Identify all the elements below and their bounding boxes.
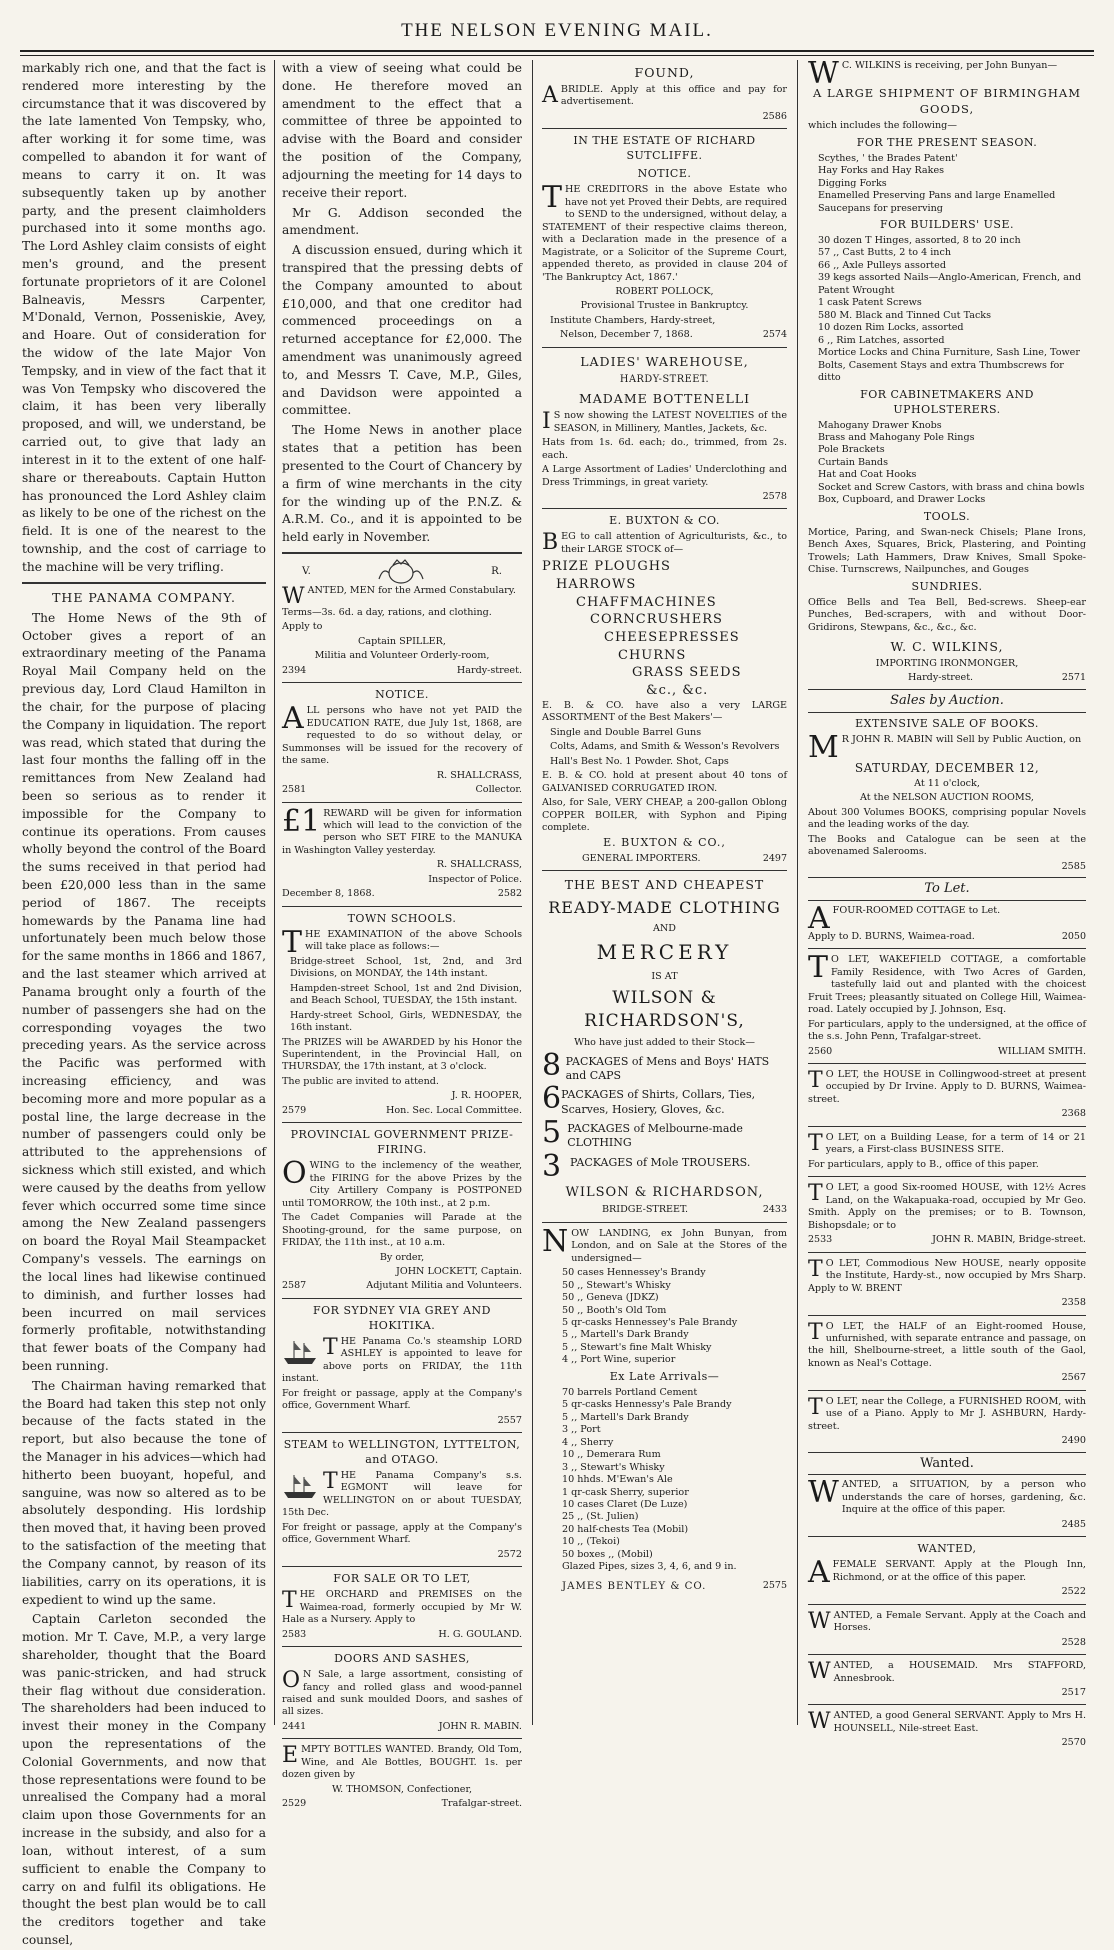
ad-heading: LADIES' WAREHOUSE, (580, 353, 749, 369)
column-3: FOUND, ABRIDLE. Apply at this office and pay for advertisement. 2586 IN THE ESTATE OF RICHARD SUTCLIFFE. NOTICE. THE CREDITORS in the above Estate who have not yet Proved their Debts, are required to SEND to the undersigned, without delay, a STATEMENT of their respective claims thereon, with a Declaration made in the presence of a Magistrate, or a Solicitor of the Supreme Court, appended thereto, as provided in clause 204 of 'The Bankruptcy Act, 1867.' ROBERT POLLOCK, Provisional Trustee in Bankruptcy. Institute Chambers, Hardy-street, Nelson, December 7, 1868. 2574 LADIES' WAREHOUSE, HARDY-STREET. MADAME BOTTENELLI I S now showing the LATEST NOVELTIES of the SEASON, in Millinery, Mantles, Jackets, &c. Hats from 1s. 6d. each; do., trimmed, from 2s. each. A Large Assortment of Ladies' Underclothing and Dress Trimmings, in great variety. 2578 E. BUXTON & CO. BEG to call attention of Agriculturists, &c., to their LARGE STOCK of— PRIZE PLOUGHS HARROWS CHAFFMACHINES CORNCRUSHERS CHEESEPRESSES CHURNS GRASS SEEDS &c., &c. E. B. & CO. have also a very LARGE ASSORTMENT of the Best Makers'— Single and Double Barrel Guns Colts, Adams, and Smith & Wesson's Revolvers Hall's Best No. 1 Powder. Shot, Caps E. B. & CO. hold at present about 40 tons of GALVANISED CORRUGATED IRON. Also, for Sale, VERY CHEAP, a 200-gallon Oblong COPPER BOILER, with Syphon and Piping complete. E. BUXTON & CO., GENERAL IMPORTERS. 2497 THE BEST AND CHEAPEST READY-MADE CLOTHING AND MERCERY IS AT WILSON & RICHARDSON'S, Who have just added to their Stock— 8 PACKAGES of Mens and Boys' HATS and CAPS 6 PACKAGES of Shirts, Collars, Ties, Scarves, Hosiery, Gloves, &c. 5 PACKAGES of Melbourne-made CLOTHING 3 PACKAGES of Mole TROUSERS. WILSON & RICHARDSON, BRIDGE-STREET. 2433 NOW LANDING, ex John Bunyan, from London, and on Sale at the Stores of the undersigned— 50 cases Hennessey's Brandy 50 ,, Stewart's Whisky 50 ,, Geneva (JDKZ) 50 ,, Booth's Old Tom 5 qr-casks Hennessey's Pale Brandy 5 ,, Martell's Dark Brandy 5 ,, Stewart's fine Malt Whisky 4 ,, Port Wine, superior Ex Late Arrivals— 70 barrels Portland Cement 5 qr-casks Hennessy's Pale Brandy 5 ,, Martell's Dark Brandy 3 ,, Port 4 ,, Sherry 10 ,, Demerara Rum 3 ,, Stewart's Whisky 10 hhds. M'Ewan's Ale 1 qr-cask Sherry, superior 10 cases Claret (De Luze) 25 ,, (St. Julien) 20 half-chests Tea (Mobil) 10 ,, (Tekoi) 50 boxes ,, (Mobil) Glazed Pipes, sizes 3, 4, 6, and 9 in. JAMES BENTLEY & CO. 2575 (542, 65, 787, 1592)
ad-number: 2557 (497, 1414, 522, 1426)
list-item: 50 ,, Geneva (JDKZ) (562, 1292, 659, 1304)
ad-text: At 11 o'clock, (914, 777, 980, 789)
list-item: Pole Brackets (818, 444, 885, 456)
ad-heading: WANTED, (917, 1542, 977, 1556)
package-description: PACKAGES of Shirts, Collars, Ties, Scarves, Hosiery, Gloves, &c. (561, 1088, 756, 1116)
divider (808, 1063, 1086, 1064)
ad-heading: EXTENSIVE SALE OF BOOKS. (855, 716, 1039, 730)
goods-list (562, 1387, 787, 1574)
ad-subheading: Ex Late Arrivals— (609, 1369, 720, 1383)
list-item: 4 ,, Port Wine, superior (562, 1354, 676, 1366)
ad-signature: WILSON & RICHARDSON, (565, 1184, 764, 1200)
ad-text: O LET, a good Six-roomed HOUSE, with 12½ Acres Land, on the Wakapuaka-road, occupied by Mr Geo. Smith. Apply on the premises; or to B. Townson, Bishopsdale; or to (808, 1182, 1086, 1231)
ad-display-title: SATURDAY, DECEMBER 12, (854, 760, 1040, 775)
ad-number: 2433 (762, 1204, 787, 1216)
package-description: PACKAGES of Melbourne-made CLOTHING (567, 1121, 743, 1150)
ad-text: A Large Assortment of Ladies' Underclothing and Dress Trimmings, in great variety. (542, 464, 787, 488)
list-item: Glazed Pipes, sizes 3, 4, 6, and 9 in. (562, 1561, 737, 1573)
masthead (0, 0, 1114, 56)
ad-number: 2560 (808, 1045, 833, 1057)
list-item: Curtain Bands (818, 456, 888, 468)
ad-text: ANTED, a HOUSEMAID. Mrs STAFFORD, Annesbrook. (833, 1660, 1086, 1684)
goods-list (562, 1267, 787, 1367)
divider (282, 1298, 522, 1299)
ad-text: Adjutant Militia and Volunteers. (366, 1280, 522, 1292)
ad-text: The Books and Catalogue can be seen at the abovenamed Salerooms. (808, 833, 1086, 858)
ad-text: ANTED, MEN for the Armed Constabulary. (307, 584, 516, 596)
ad-text: BRIDGE-STREET. (602, 1204, 689, 1216)
divider (542, 347, 787, 348)
ad-text: HE ORCHARD and PREMISES on the Waimea-road, formerly occupied by Mr W. Hale as a Nursery. Apply to (282, 1589, 522, 1626)
ad-text: About 300 Volumes BOOKS, comprising popular Novels and the leading works of the day. (808, 806, 1086, 831)
article-paragraph: A discussion ensued, during which it transpired that the pressing debts of the Company amounted to about £10,000, and that one creditor had commenced proceedings on a returned acceptance for £2,000. The amendment was unanimously agreed to, and Messrs T. Cave, M.P., Giles, and Davidson were appointed a committee. (282, 243, 522, 418)
ad-number: 2582 (497, 888, 522, 900)
ad-text: Single and Double Barrel Guns (550, 726, 702, 738)
ad-text: For particulars, apply to the undersigned, at the office of the s.s. John Penn, Trafalgar-street. (808, 1018, 1086, 1043)
product-item: &c., &c. (646, 683, 709, 699)
list-item: 6 ,, Rim Latches, assorted (818, 334, 945, 346)
list-item: Digging Forks (818, 177, 887, 189)
list-item: 1 cask Patent Screws (818, 297, 922, 309)
list-item: 10 cases Claret (De Luze) (562, 1499, 688, 1511)
product-item: CORNCRUSHERS (590, 612, 723, 628)
list-item: 5 ,, Stewart's fine Malt Whisky (562, 1341, 712, 1353)
column-4: W C. WILKINS is receiving, per John Bunyan— A LARGE SHIPMENT OF BIRMINGHAM GOODS, which includes the following— FOR THE PRESENT SEASON. Scythes, ' the Brades Patent' Hay Forks and Hay Rakes Digging Forks Enamelled Preserving Pans and large Enamelled Saucepans for preserving FOR BUILDERS' USE. 30 dozen T Hinges, assorted, 8 to 20 inch 57 ,, Cast Butts, 2 to 4 inch 66 ,, Axle Pulleys assorted 39 kegs assorted Nails—Anglo-American, French, and Patent Wrought 1 cask Patent Screws 580 M. Black and Tinned Cut Tacks 10 dozen Rim Locks, assorted 6 ,, Rim Latches, assorted Mortice Locks and China Furniture, Sash Line, Tower Bolts, Casement Stays and extra Thumbscrews for ditto FOR CABINETMAKERS AND UPHOLSTERERS. Mahogany Drawer Knobs Brass and Mahogany Pole Rings Pole Brackets Curtain Bands Hat and Coat Hooks Socket and Screw Castors, with brass and china bowls Box, Cupboard, and Drawer Locks TOOLS. Mortice, Paring, and Swan-neck Chisels; Plane Irons, Bench Axes, Squares, Brick, Plastering, and Pointing Trowels; Lath Hammers, Draw Knives, Small Spoke-Chise. Turnscrews, Nailpunches, and Gouges SUNDRIES. Office Bells and Tea Bell, Bed-screws. Sheep-ear Punches, Bed-scrapers, with and without Door-Gridirons, Stewpans, &c., &c., &c. W. C. WILKINS, IMPORTING IRONMONGER, Hardy-street. 2571 Sales by Auction. EXTENSIVE SALE OF BOOKS. M R JOHN R. MABIN will Sell by Public Auction, on SATURDAY, DECEMBER 12, At 11 o'clock, At the NELSON AUCTION ROOMS, About 300 Volumes BOOKS, comprising popular Novels and the leading works of the day. The Books and Catalogue can be seen at the abovenamed Salerooms. 2585 To Let. AFOUR-ROOMED COTTAGE to Let. Apply to D. BURNS, Waimea-road. 2050 T O LET, WAKEFIELD COTTAGE, a comfortable Family Residence, with Two Acres of Garden, tastefully laid out and planted with the choicest Fruit Trees; pleasantly situated on College Hill, Waimea-road. Lately occupied by J. Johnson, Esq. For particulars, apply to the undersigned, at the office of the s.s. John Penn, Trafalgar-street. 2560 WILLIAM SMITH. T O LET, the HOUSE in Collingwood-street at present occupied by Dr Irvine. Apply to D. BURNS, Waimea-street. 2368 T O LET, on a Building Lease, for a term of 14 or 21 years, a First-class BUSINESS SITE. For particulars, apply to B., office of this paper. T O LET, a good Six-roomed HOUSE, with 12½ Acres Land, on the Wakapuaka-road, occupied by Mr Geo. Smith. Apply on the premises; or to B. Townson, Bishopsdale; or to 2533 JOHN R. MABIN, Bridge-street. T O LET, Commodious New HOUSE, nearly opposite the Institute, Hardy-st., now occupied by Mrs Sharp. Apply to W. BRENT 2358 T O LET, the HALF of an Eight-roomed House, unfurnished, with separate entrance and passage, on the hill, Shelbourne-street, a little south of the Gaol, known as Neal's Cottage. 2567 T O LET, near the College, a FURNISHED ROOM, with use of a Piano. Apply to Mr J. ASHBURN, Hardy-street. 2490 Wanted. WANTED, a SITUATION, by a person who understands the care of horses, gardening, &c. Inquire at the office of this paper. 2485 WANTED, AFEMALE SERVANT. Apply at the Plough Inn, Richmond, or at the office of this paper. 2522 WANTED, a Female Servant. Apply at the Coach and Horses. 2528 WANTED, a HOUSEMAID. Mrs STAFFORD, Annesbrook. 2517 WANTED, a good General SERVANT. Apply to Mrs H. HOUNSELL, Nile-street East. 2570 (808, 56, 1086, 1749)
column-rule (797, 60, 798, 1725)
ad-text: ANTED, a good General SERVANT. Apply to Mrs H. HOUNSELL, Nile-street East. (833, 1710, 1086, 1734)
list-item: 1 qr-cask Sherry, superior (562, 1486, 689, 1498)
ad-text: O LET, on a Building Lease, for a term of 14 or 21 years, a First-class BUSINESS SITE. (825, 1131, 1086, 1156)
ad-number: 2529 (282, 1798, 307, 1810)
article-paragraph: markably rich one, and that the fact is rendered more interesting by the circumstance that it was discovered by the late lamented Von Tempsky, who, after working it for some time, was compelled to abandon it for want of means to carry it on. It was subsequently taken up by another party, and the present claimholders purchased into it some months ago. The Lord Ashley claim consists of eight men's ground, and the present fortunate proprietors of it are Colonel Balneavis, Messrs Carpenter, M'Donald, Vernon, Posseniskie, Avey, and Hoare. Out of consideration for the widow of the late Major Von Tempsky, and in view of the fact that it was Von Tempsky who discovered the claim, it has been very liberally proposed, and will, we understand, be carried out, to give that lady an interest in it to the extent of one half-share or thereabouts. Captain Hutton has pronounced the Lord Ashley claim as likely to be one of the richest on the field. It is one of the nearest to the township, and the cost of carriage to the machine will be very trifling. (22, 61, 266, 574)
ad-text: At the NELSON AUCTION ROOMS, (860, 792, 1034, 804)
ad-number: 2485 (1061, 1518, 1086, 1530)
ad-text: For freight or passage, apply at the Company's office, Government Wharf. (282, 1387, 522, 1412)
ad-text: Collector. (475, 784, 522, 796)
package-item (542, 1047, 787, 1084)
ad-number: 2368 (1061, 1108, 1086, 1120)
list-item: 10 ,, (Tekoi) (562, 1536, 620, 1548)
package-item (542, 1148, 787, 1184)
ad-text: WING to the inclemency of the weather, the FIRING for the above Prizes by the City Artillery Company is POSTPONED until TOMORROW, the 10th inst., at 2 p.m. (282, 1160, 522, 1209)
divider (282, 1122, 522, 1123)
product-item: HARROWS (556, 577, 637, 593)
ad-heading: TOWN SCHOOLS. (347, 911, 457, 925)
ad-number: 2570 (1061, 1737, 1086, 1749)
ad-text: Who have just added to their Stock— (574, 1037, 755, 1049)
ad-text: Apply to (282, 621, 323, 633)
ad-text: FEMALE SERVANT. Apply at the Plough Inn, Richmond, or at the office of this paper. (832, 1559, 1086, 1583)
article-paragraph: The Home News in another place states that a petition has been presented to the Court of Chancery by a firm of wine merchants in the city for the winding up of the P.N.Z. & A.R.M. Co., and it is appointed to be held early in November. (282, 423, 522, 545)
ad-display-title: WILSON & RICHARDSON'S, (584, 988, 745, 1032)
ad-number: 2522 (1061, 1586, 1086, 1598)
list-item: Box, Cupboard, and Drawer Locks (818, 494, 986, 506)
ad-subheading: TOOLS. (923, 509, 971, 523)
product-list (542, 558, 787, 699)
ad-subheading: FOR THE PRESENT SEASON. (856, 135, 1038, 149)
goods-list (818, 153, 1086, 215)
product-item: CHURNS (618, 647, 687, 663)
goods-list (818, 420, 1086, 507)
list-item: 30 dozen T Hinges, assorted, 8 to 20 inch (818, 234, 1021, 246)
ad-number: 2394 (282, 664, 307, 676)
ad-text: Institute Chambers, Hardy-street, (550, 314, 716, 326)
list-item: Mortice Locks and China Furniture, Sash Line, Tower Bolts, Casement Stays and extra Thumbscrews for ditto (818, 347, 1080, 384)
royal-crest-row (282, 559, 522, 585)
ad-text: ANTED, a SITUATION, by a person who understands the care of horses, gardening, &c. Inquire at the office of this paper. (841, 1479, 1086, 1516)
divider (808, 1315, 1086, 1316)
ad-text: BRIDLE. Apply at this office and pay for advertisement. (560, 84, 787, 108)
section-heading: Sales by Auction. (808, 689, 1086, 713)
ad-text: December 8, 1868. (282, 888, 375, 900)
ad-signature: ROBERT POLLOCK, (615, 286, 714, 298)
ad-display-title: READY-MADE CLOTHING (548, 898, 781, 918)
list-item: 5 ,, Martell's Dark Brandy (562, 1329, 689, 1341)
ad-number: 2575 (762, 1579, 787, 1591)
ad-text: Militia and Volunteer Orderly-room, (314, 650, 490, 662)
ad-heading: FOUND, (634, 65, 695, 80)
ad-number: 2517 (1061, 1686, 1086, 1698)
list-item: 3 ,, Port (562, 1424, 601, 1436)
divider (808, 1252, 1086, 1253)
divider (808, 1176, 1086, 1177)
list-item: Hay Forks and Hay Rakes (818, 165, 945, 177)
ad-heading: FOR SYDNEY VIA GREY AND HOKITIKA. (313, 1303, 491, 1332)
ad-heading: THE BEST AND CHEAPEST (564, 877, 765, 893)
list-item: Mahogany Drawer Knobs (818, 419, 942, 431)
ad-text: O LET, WAKEFIELD COTTAGE, a comfortable Family Residence, with Two Acres of Garden, tastefully laid out and planted with the choicest Fruit Trees; pleasantly situated on College Hill, Waimea-road. Lately occupied by J. Johnson, Esq. (808, 954, 1086, 1016)
ad-number: 2587 (282, 1280, 307, 1292)
ad-heading: DOORS AND SASHES, (334, 1652, 470, 1666)
ad-text: Mortice, Paring, and Swan-neck Chisels; Plane Irons, Bench Axes, Squares, Brick, Plastering, and Pointing Trowels; Lath Hammers, Draw Knives, Small Spoke-Chise. Turnscrews, Nailpunches, and Gouges (808, 526, 1086, 576)
divider (808, 1704, 1086, 1705)
ad-signature: R. SHALLCRASS, (436, 859, 522, 871)
ad-text: O LET, the HOUSE in Collingwood-street at present occupied by Dr Irvine. Apply to D. BURNS, Waimea-street. (808, 1069, 1086, 1105)
ad-signature: Captain SPILLER, (358, 635, 446, 647)
ad-heading: A LARGE SHIPMENT OF BIRMINGHAM GOODS, (813, 86, 1081, 116)
divider (808, 1654, 1086, 1655)
list-item: 10 hhds. M'Ewan's Ale (562, 1474, 673, 1486)
steamship-icon (282, 1472, 318, 1500)
ad-text: HE EXAMINATION of the above Schools will take place as follows:— (305, 928, 522, 953)
divider (542, 1222, 787, 1223)
ad-text: For particulars, apply to B., office of this paper. (808, 1158, 1039, 1170)
package-description: PACKAGES of Mole TROUSERS. (570, 1155, 751, 1169)
divider (542, 870, 787, 871)
article-paragraph: with a view of seeing what could be done. He therefore moved an amendment to the effect that a committee of three be appointed to advise with the Board and consider the position of the Company, adjourning the meeting for 14 days to receive their report. (282, 61, 522, 200)
ad-heading: FOR SALE OR TO LET, (333, 1572, 471, 1586)
divider (542, 128, 787, 129)
ad-text: Hall's Best No. 1 Powder. Shot, Caps (550, 755, 729, 767)
ad-text: Hardy-street School, Girls, WEDNESDAY, the 16th instant. (290, 1009, 522, 1034)
ad-number: 2578 (762, 491, 787, 503)
ad-text: Apply to D. BURNS, Waimea-road. (808, 930, 975, 942)
ad-signature: J. R. HOOPER, (451, 1090, 522, 1102)
ad-text: E. B. & CO. hold at present about 40 tons of GALVANISED CORRUGATED IRON. (542, 770, 787, 794)
ad-number: 2579 (282, 1104, 307, 1116)
ad-text: O LET, the HALF of an Eight-roomed House, unfurnished, with separate entrance and passage, on the hill, Shelbourne-street, a little south of the Gaol, known as Neal's Cottage. (808, 1320, 1086, 1369)
package-description: PACKAGES of Mens and Boys' HATS and CAPS (565, 1054, 770, 1083)
list-item: 20 half-chests Tea (Mobil) (562, 1523, 689, 1535)
ad-heading: PROVINCIAL GOVERNMENT PRIZE-FIRING. (290, 1128, 514, 1157)
package-list (542, 1047, 787, 1184)
list-item: 66 ,, Axle Pulleys assorted (818, 259, 946, 271)
article-paragraph: Captain Carleton seconded the motion. Mr T. Cave, M.P., a very large shareholder, thought that the Board was panic-stricken, and had struck their flag without due consideration. The shareholders had been induced to invest their money in the Company upon the representations of the Colonial Governments, and now that those representations were found to be unrealised the Company had a moral claim upon those Governments for an increase in the subsidy, and also for a loan, without interest, of a sum sufficient to enable the Company to carry on and fulfil its obligations. He thought the best plan would be to call the creditors together and take counsel, (22, 1612, 266, 1947)
article-paragraph: Mr G. Addison seconded the amendment. (282, 205, 522, 238)
list-item: 580 M. Black and Tinned Cut Tacks (818, 309, 992, 321)
product-item: PRIZE PLOUGHS (542, 559, 671, 575)
ad-text: For freight or passage, apply at the Company's office, Government Wharf. (282, 1521, 522, 1546)
divider (282, 1738, 522, 1739)
ad-text: OW LANDING, ex John Bunyan, from London, and on Sale at the Stores of the undersigned— (571, 1227, 787, 1264)
masthead-title: THE NELSON EVENING MAIL. (401, 20, 713, 41)
ad-heading: E. BUXTON & CO. (609, 514, 720, 528)
ad-text: LL persons who have not yet PAID the EDUCATION RATE, due July 1st, 1868, are requested to do so without delay, or Summonses will be issued for the recovery of the same. (282, 705, 522, 767)
list-item: Scythes, ' the Brades Patent' (818, 152, 958, 164)
ad-text: Hardy-street. (908, 672, 974, 684)
package-item (542, 1114, 787, 1151)
list-item: 5 ,, Martell's Dark Brandy (562, 1411, 689, 1423)
ad-text: O LET, near the College, a FURNISHED ROOM, with use of a Piano. Apply to Mr J. ASHBURN, Hardy-street. (808, 1395, 1086, 1432)
ad-text: Office Bells and Tea Bell, Bed-screws. Sheep-ear Punches, Bed-scrapers, with and without Door-Gridirons, Stewpans, &c., &c., &c. (808, 596, 1086, 633)
ad-text: Hats from 1s. 6d. each; do., trimmed, from 2s. each. (542, 437, 787, 461)
divider (282, 1646, 522, 1647)
list-item: Brass and Mahogany Pole Rings (818, 431, 975, 443)
list-item: Hat and Coat Hooks (818, 469, 917, 481)
ad-number: 2490 (1061, 1435, 1086, 1447)
ad-text: EG to call attention of Agriculturists, &c., to their LARGE STOCK of— (561, 531, 787, 555)
ad-heading: MADAME BOTTENELLI (578, 391, 751, 407)
column-rule (532, 60, 533, 1725)
divider (22, 582, 266, 584)
ad-text: ANTED, a Female Servant. Apply at the Coach and Horses. (833, 1609, 1086, 1634)
divider (808, 1536, 1086, 1537)
column-1 (22, 60, 266, 1947)
ad-text: The PRIZES will be AWARDED by his Honor the Superintendent, in the Provincial Hall, on THURSDAY, the 17th instant, at 3 o'clock. (282, 1036, 522, 1073)
ad-text: Colts, Adams, and Smith & Wesson's Revolvers (550, 741, 780, 753)
list-item: 3 ,, Stewart's Whisky (562, 1461, 665, 1473)
crest-letter-v: V. (302, 566, 311, 577)
ad-signature: R. SHALLCRASS, (436, 769, 522, 781)
ad-signature: JAMES BENTLEY & CO. (562, 1580, 707, 1592)
ad-heading: IN THE ESTATE OF RICHARD SUTCLIFFE. (573, 134, 756, 163)
divider (282, 906, 522, 907)
list-item: 50 boxes ,, (Mobil) (562, 1548, 653, 1560)
ad-subheading: SUNDRIES. (911, 579, 983, 593)
ad-text: AND (652, 922, 676, 934)
ad-text: Provisional Trustee in Bankruptcy. (580, 300, 749, 312)
ad-text: HE Panama Co.'s steamship LORD ASHLEY is appointed to leave for above ports on FRIDAY, the 11th instant. (282, 1335, 522, 1385)
ad-text: HE CREDITORS in the above Estate who have not yet Proved their Debts, are required to SEND to the undersigned, without delay, a STATEMENT of their respective claims thereon, with a Declaration made in the presence of a Magistrate, or a Solicitor of the Supreme Court, appended thereto, as provided in clause 204 of 'The Bankruptcy Act, 1867.' (542, 184, 787, 283)
ad-text: The public are invited to attend. (282, 1075, 439, 1087)
list-item: 10 dozen Rim Locks, assorted (818, 322, 964, 334)
list-item: Enamelled Preserving Pans and large Enamelled Saucepans for preserving (818, 190, 1056, 214)
ad-number: 2528 (1061, 1636, 1086, 1648)
ad-number: 2533 (808, 1234, 833, 1246)
ad-signature: E. BUXTON & CO., (603, 836, 726, 850)
ad-text: Hampden-street School, 1st and 2nd Division, and Beach School, TUESDAY, the 15th instant. (290, 982, 522, 1007)
royal-crest-icon (373, 559, 429, 585)
divider (808, 1126, 1086, 1127)
package-item (542, 1081, 787, 1117)
ad-number: 2050 (1061, 930, 1086, 942)
divider (282, 802, 522, 803)
list-item: Socket and Screw Castors, with brass and china bowls (818, 481, 1085, 493)
ad-signature: JOHN R. MABIN, Bridge-street. (932, 1234, 1086, 1246)
ad-signature: H. G. GOULAND. (438, 1628, 522, 1640)
ad-text: Inspector of Police. (428, 873, 522, 885)
article-paragraph: The Home News of the 9th of October gives a report of an extraordinary meeting of the Panama Royal Mail Company held on the previous day, Lord Claud Hamilton in the chair, for the purpose of placing the Company in liquidation. The report was read, which stated that during the last four months the falling off in the remittances from New Zealand had been so serious as to render it impossible for the Company to continue its operations. From causes wholly beyond the control of the Board the sums received in that period had been £20,000 less than in the same period of 1867. The receipts homewards by the Panama line had unfortunately been much below those for the same months in 1866 and 1867, and the last steamer which arrived at Panama brought only a fourth of the number of passengers she had on the corresponding voyages the two preceding years. As the service across the Pacific was performed with increasing efficiency, and was becoming more and more popular as a postal line, the large decrease in the number of passengers could only be attributed to the apprehensions of sickness which still existed, and which were caused by the deaths from yellow fever which occurred some time since among the New Zealand passengers on board the Royal Mail Steampacket Company's vessels. The earnings on the local lines had likewise continued to diminish, and further losses had been incurred on mail services formerly profitable, notwithstanding that fewer boats of the Company had been running. (22, 610, 266, 1373)
ad-signature: JOHN LOCKETT, Captain. (395, 1265, 522, 1277)
list-item: 5 qr-casks Hennessy's Pale Brandy (562, 1399, 732, 1411)
list-item: 50 ,, Stewart's Whisky (562, 1279, 671, 1291)
divider (282, 682, 522, 683)
divider (282, 552, 522, 554)
section-heading: To Let. (808, 877, 1086, 901)
ad-text: Hon. Sec. Local Committee. (386, 1104, 522, 1116)
ad-text: Hardy-street. (456, 664, 522, 676)
steamship-icon (282, 1338, 318, 1366)
section-heading: Wanted. (808, 1452, 1086, 1476)
divider (542, 508, 787, 509)
ad-number: 2567 (1061, 1372, 1086, 1384)
column-2: with a view of seeing what could be done. He therefore moved an amendment to the effect that a committee of three be appointed to advise with the Board and consider the position of the Company, adjourning the meeting for 14 days to receive their report. Mr G. Addison seconded the amendment. A discussion ensued, during which it transpired that the pressing debts of the Company amounted to about £10,000, and that one creditor had commenced proceedings on a returned acceptance for £2,000. The amendment was unanimously agreed to, and Messrs T. Cave, M.P., Giles, and Davidson were appointed a committee. The Home News in another place states that a petition has been presented to the Court of Chancery by a firm of wine merchants in the city for the winding up of the P.N.Z. & A.R.M. Co., and it is appointed to be held early in November. V. R. WANTED, MEN for the Armed Constabulary. Terms—3s. 6d. a day, rations, and clothing. Apply to Captain SPILLER, Militia and Volunteer Orderly-room, 2394 Hardy-street. NOTICE. ALL persons who have not yet PAID the EDUCATION RATE, due July 1st, 1868, are requested to do so without delay, or Summonses will be issued for the recovery of the same. R. SHALLCRASS, 2581 Collector. £1 REWARD will be given for information which will lead to the conviction of the person who SET FIRE to the MANUKA in Washington Valley yesterday. R. SHALLCRASS, Inspector of Police. December 8, 1868. 2582 TOWN SCHOOLS. THE EXAMINATION of the above Schools will take place as follows:— Bridge-street School, 1st, 2nd, and 3rd Divisions, on MONDAY, the 14th instant. Hampden-street School, 1st and 2nd Division, and Beach School, TUESDAY, the 15th instant. Hardy-street School, Girls, WEDNESDAY, the 16th instant. The PRIZES will be AWARDED by his Honor the Superintendent, in the Provincial Hall, on THURSDAY, the 17th instant, at 3 o'clock. The public are invited to attend. J. R. HOOPER, 2579 Hon. Sec. Local Committee. PROVINCIAL GOVERNMENT PRIZE-FIRING. OWING to the inclemency of the weather, the FIRING for the above Prizes by the City Artillery Company is POSTPONED until TOMORROW, the 10th inst., at 2 p.m. The Cadet Companies will Parade at the Shooting-ground, for the same purpose, on FRIDAY, the 11th inst., at 10 a.m. By order, JOHN LOCKETT, Captain. 2587 Adjutant Militia and Volunteers. FOR SYDNEY VIA GREY AND HOKITIKA. THE Panama Co.'s steamship LORD ASHLEY is appointed to leave for above ports on FRIDAY, the 11th instant. For freight or passage, apply at the Company's office, Government Wharf. 2557 STEAM to WELLINGTON, LYTTELTON, and OTAGO. THE Panama Company's s.s. EGMONT will leave for WELLINGTON on or about TUESDAY, 15th Dec. For freight or passage, apply at the Company's office, Government Wharf. 2572 FOR SALE OR TO LET, THE ORCHARD and PREMISES on the Waimea-road, formerly occupied by Mr W. Hale as a Nursery. Apply to 2583 H. G. GOULAND. DOORS AND SASHES, O N Sale, a large assortment, consisting of fancy and rolled glass and wood-pannel raised and sunk moulded Doors, and sashes of all sizes. 2441 JOHN R. MABIN. EMPTY BOTTLES WANTED. Brandy, Old Tom, Wine, and Ale Bottles, BOUGHT. 1s. per dozen given by W. THOMSON, Confectioner, 2529 Trafalgar-street. (282, 61, 522, 1810)
article-paragraph: The Chairman having remarked that the Board had taken this step not only because of the facts stated in the report, but also because the tone of the Manager in his advices—which had hitherto been buoyant, hopeful, and sanguine, was now so altered as to be absolutely desponding. His lordship then moved that, it having been proved to the satisfaction of the meeting that the Company cannot, by reason of its liabilities, carry on its operations, it is expedient to wind up the same. (22, 1378, 266, 1607)
ad-text: E. B. & CO. have also a very LARGE ASSORTMENT of the Best Makers'— (542, 699, 787, 724)
ad-text: REWARD will be given for information which will lead to the conviction of the person who SET FIRE to the MANUKA in Washington Valley yesterday. (282, 807, 522, 856)
ad-heading: NOTICE. (375, 688, 429, 702)
package-count: 5 (542, 1114, 562, 1150)
ad-text: R JOHN R. MABIN will Sell by Public Auction, on (841, 733, 1082, 745)
divider (808, 948, 1086, 949)
list-item: 4 ,, Sherry (562, 1436, 614, 1448)
ad-signature: W. C. WILKINS, (890, 638, 1004, 654)
list-item: 70 barrels Portland Cement (562, 1386, 698, 1398)
ad-text: FOUR-ROOMED COTTAGE to Let. (832, 904, 1001, 916)
divider (808, 1390, 1086, 1391)
list-item: 5 qr-casks Hennessey's Pale Brandy (562, 1316, 738, 1328)
product-item: GRASS SEEDS (632, 665, 742, 681)
ad-number: 2572 (497, 1548, 522, 1560)
ad-text: IS AT (651, 970, 678, 982)
ad-text: which includes the following— (808, 120, 957, 132)
product-item: CHAFFMACHINES (576, 594, 717, 610)
ad-text: Bridge-street School, 1st, 2nd, and 3rd Divisions, on MONDAY, the 14th instant. (290, 955, 522, 980)
ad-text: Trafalgar-street. (441, 1798, 522, 1810)
goods-list (818, 235, 1086, 385)
ad-signature: WILLIAM SMITH. (998, 1045, 1086, 1057)
ad-text: O LET, Commodious New HOUSE, nearly opposite the Institute, Hardy-st., now occupied by Mrs Sharp. Apply to W. BRENT (808, 1257, 1086, 1294)
ad-text: Terms—3s. 6d. a day, rations, and clothing. (282, 606, 492, 618)
article-heading: THE PANAMA COMPANY. (52, 589, 236, 605)
ad-subheading: FOR CABINETMAKERS AND UPHOLSTERERS. (860, 387, 1034, 416)
ad-text: Also, for Sale, VERY CHEAP, a 200-gallon Oblong COPPER BOILER, with Syphon and Piping complete. (542, 797, 787, 833)
list-item: 25 ,, (St. Julien) (562, 1511, 639, 1523)
ad-text: C. WILKINS is receiving, per John Bunyan— (841, 60, 1058, 71)
ad-subheading: NOTICE. (637, 167, 692, 181)
ad-number: 2574 (762, 329, 787, 341)
ad-display-title: MERCERY (596, 940, 733, 965)
crest-letter-r: R. (491, 566, 502, 577)
masthead-rule (20, 50, 1094, 56)
ad-text: MPTY BOTTLES WANTED. Brandy, Old Tom, Wine, and Ale Bottles, BOUGHT. 1s. per dozen given by (282, 1744, 522, 1781)
list-item: 10 ,, Demerara Rum (562, 1449, 661, 1461)
ad-text: By order, (379, 1251, 425, 1263)
column-rule (274, 60, 275, 1725)
ad-number: 2497 (762, 852, 787, 864)
ad-text: The Cadet Companies will Parade at the Shooting-ground, for the same purpose, on FRIDAY, the 11th inst., at 10 a.m. (282, 1212, 522, 1249)
list-item: 39 kegs assorted Nails—Anglo-American, French, and Patent Wrought (818, 272, 1082, 296)
ad-signature: W. THOMSON, Confectioner, (331, 1783, 473, 1795)
ad-heading: STEAM to WELLINGTON, LYTTELTON, and OTAGO. (283, 1438, 521, 1467)
divider (282, 1432, 522, 1433)
ad-text: GENERAL IMPORTERS. (582, 852, 701, 864)
ad-signature: JOHN R. MABIN. (438, 1720, 522, 1732)
ad-text: Nelson, December 7, 1868. (560, 329, 693, 341)
ad-number: 2583 (282, 1628, 307, 1640)
ad-number: 2571 (1061, 672, 1086, 684)
ad-number: 2358 (1061, 1297, 1086, 1309)
divider (282, 1566, 522, 1567)
list-item: 50 cases Hennessey's Brandy (562, 1267, 706, 1279)
ad-text: IMPORTING IRONMONGER, (875, 657, 1019, 669)
ad-number: 2585 (1061, 860, 1086, 872)
product-item: CHEESEPRESSES (604, 630, 740, 646)
ad-text: HE Panama Company's s.s. EGMONT will leave for WELLINGTON on or about TUESDAY, 15th Dec. (282, 1470, 522, 1519)
ad-number: 2441 (282, 1720, 307, 1732)
list-item: 57 ,, Cast Butts, 2 to 4 inch (818, 247, 952, 259)
package-count: 3 (542, 1148, 562, 1184)
ad-text: N Sale, a large assortment, consisting of fancy and rolled glass and wood-pannel raised and sunk moulded Doors, and sashes of all sizes. (282, 1669, 522, 1718)
ad-subheading: FOR BUILDERS' USE. (880, 218, 1014, 232)
list-item: 50 ,, Booth's Old Tom (562, 1304, 667, 1316)
package-count: 8 (542, 1047, 562, 1083)
ad-text: S now showing the LATEST NOVELTIES of the SEASON, in Millinery, Mantles, Jackets, &c. (553, 410, 787, 434)
package-count: 6 (542, 1081, 562, 1117)
ad-number: 2581 (282, 784, 307, 796)
divider (808, 1604, 1086, 1605)
ad-subheading: HARDY-STREET. (619, 373, 710, 385)
ad-number: 2586 (762, 110, 787, 122)
